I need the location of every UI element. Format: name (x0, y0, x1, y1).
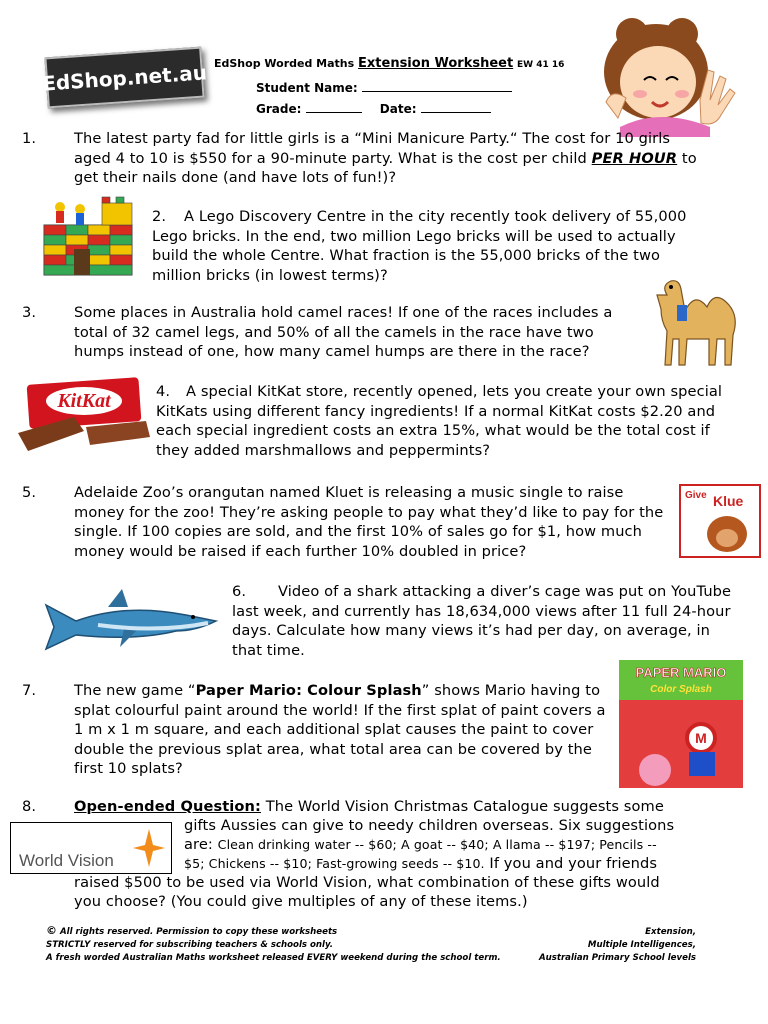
question-4: 4. A special KitKat store, recently opened, lets you create your own special KitKats using different fancy ingredients! If a normal KitKat costs $2.20 and each special ingredient costs an extra 15%, what would be the total cost if they added marshmallows and peppermints? (156, 383, 723, 459)
svg-text:M: M (695, 730, 707, 746)
question-6: 6. Video of a shark attacking a diver’s cage was put on YouTube last week, and currently has 18,634,000 views after 11 full 24-hour days. Calculate how many views it’s had per day, on average, in that time. (232, 583, 732, 659)
svg-text:Give: Give (685, 490, 707, 501)
kitkat-image (14, 375, 154, 459)
question-8-line4: $5; Chickens -- $10; Fast-growing seeds -- $10. If you and your friends (184, 855, 658, 872)
question-8-line6: you choose? (You could give multiples of any of these items.) (74, 893, 528, 910)
girl-manicure-illustration (592, 12, 742, 137)
lego-castle-image (36, 195, 142, 281)
grade-line[interactable] (306, 100, 362, 113)
question-2: 2. A Lego Discovery Centre in the city recently took delivery of 55,000 Lego bricks. In the end, two million Lego bricks will be used to actually build the whole Centre. What fraction is the 55,000 bricks of the two million bricks (in lowest terms)? (152, 208, 687, 284)
student-name-line[interactable] (362, 79, 512, 92)
question-1: 1. The latest party fad for little girls is a “Mini Manicure Party.“ The cost for 10 girls aged 4 to 10 is $550 for a 90-minute party. What is the cost per child PER HOUR to get their nails done (and have lots of fun!)? (22, 130, 697, 186)
grade-date-row: Grade: Date: (256, 100, 491, 116)
question-8-line5: raised $500 to be used via World Vision, what combination of these gifts would (74, 874, 660, 891)
star-icon (131, 827, 167, 869)
question-8-line3: are: Clean drinking water -- $60; A goat -- $40; A llama -- $197; Pencils -- (184, 836, 657, 853)
svg-text:Klue: Klue (713, 493, 744, 509)
footer-left: © All rights reserved. Permission to copy these worksheets STRICTLY reserved for subscribing teachers & schools only. A fresh worded Australian Maths worksheet released EVERY weekend during the school term. (46, 924, 501, 963)
per-hour-emphasis: PER HOUR (591, 149, 678, 167)
svg-text:Color Splash: Color Splash (650, 684, 712, 695)
question-8-line2: gifts Aussies can give to needy children overseas. Six suggestions (184, 817, 675, 834)
kitkat-wordmark: KitKat (57, 390, 111, 412)
game-title: Paper Mario: Colour Splash (195, 682, 422, 699)
paper-mario-image (619, 660, 743, 788)
edshop-logo: EdShop.net.au (44, 47, 204, 109)
world-vision-logo: World Vision (10, 822, 172, 874)
question-8: 8. Open-ended Question: The World Vision Christmas Catalogue suggests some (22, 798, 664, 815)
camel-image (655, 265, 750, 377)
open-ended-label: Open-ended Question: (74, 798, 261, 815)
give-klue-image (679, 484, 761, 558)
date-line[interactable] (421, 100, 491, 113)
question-7: 7. The new game “Paper Mario: Colour Splash” shows Mario having to splat colourful paint around the world! If the first splat of paint covers a 1 m x 1 m square, and each additional splat causes the paint to cover double the previous splat area, what total area can be covered by the first 10 splats? (22, 682, 606, 777)
question-3: 3. Some places in Australia hold camel races! If one of the races includes a total of 32 camel legs, and 50% of all the camels in the race have two humps instead of one, how many camel humps are there in the race? (22, 304, 613, 360)
student-name-field[interactable]: Student Name: (256, 79, 512, 95)
footer-right: Extension, Multiple Intelligences, Australian Primary School levels (538, 927, 696, 963)
svg-text:PAPER MARIO: PAPER MARIO (635, 665, 727, 680)
shark-image (38, 585, 223, 657)
question-5: 5. Adelaide Zoo’s orangutan named Kluet is releasing a music single to raise money for the zoo! They’re asking people to pay what they’d like to pay for the single. If 100 copies are sold, and the first 10% of sales go for $1, how much money would be raised if each further 10% doubled in price? (22, 484, 664, 560)
worksheet-title: EdShop Worded Maths Extension Worksheet EW 41 16 (214, 56, 565, 71)
